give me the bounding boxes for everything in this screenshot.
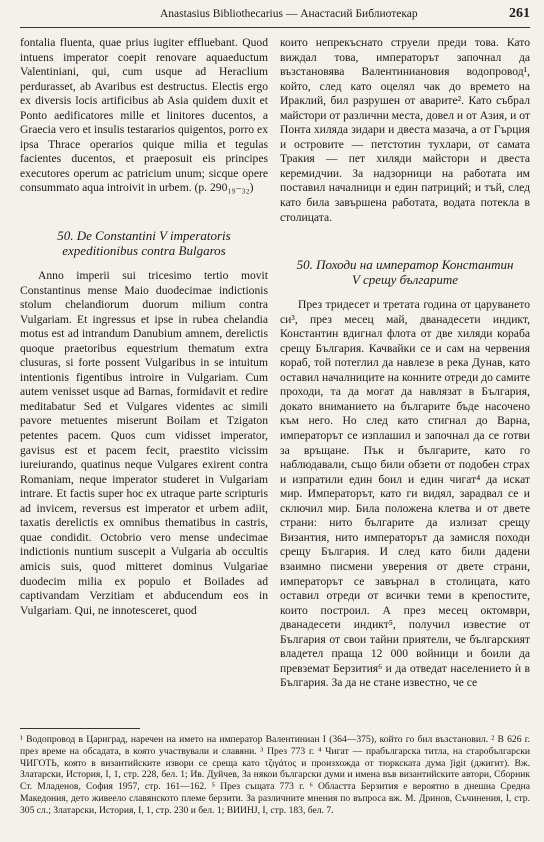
bulgarian-column xyxy=(280,36,530,691)
latin-section-heading-line1: 50. De Constantini V imperatoris xyxy=(57,228,231,244)
bulgarian-paragraph: които непрекъснато струели преди това. Като виждал това, императорът започнал да възстановява Валентиниановия водопровод¹, който, след като оцелял чак до времето на Ираклий, бил разрушен от аварите². Като събрал майстори от различни места, довел и от Азия, и от Понта хиляда зидари и двеста мазача, а от Гърция и островите — петстотин тухлари, от самата Тракия — пет хиляди майстори и двеста керемидчии. За надзорници на работата им поставил началници и един патриций; и тъй, след като била завършена работата, водата потекла в столицата. xyxy=(280,36,530,224)
latin-column xyxy=(20,36,268,618)
latin-section-heading-line2: expeditionibus contra Bulgaros xyxy=(62,243,226,259)
bulgarian-paragraph: През тридесет и третата година от царуването си³, през месец май, дванадесети индикт, Константин вдигнал флота от две хиляди кораба срещу България. Качвайки се и сам на червения кораб, той потеглил да навлезе в река Дунав, като оставил началниците на конните отреди до самите проходи, та да могат да навлязат в България, докато вниманието на българите бъде насочено към него. Но след като стигнал до Варна, императорът се изплашил и започнал да се готви за връщане. Пък и българите, като го наблюдавали, също били обзети от подобен страх и изпратили един боил и един чигат⁴ да искат мир. Императорът, като ги видял, зарадвал се и сключил мир. Била положена клетва и от двете страни: нито българите да излизат срещу Византия, нито императорът да замисля походи срещу България. И след като били дадени взаимно писмени уверения от двете страни, императорът се завърнал в столицата, като оставил отреди от всички теми в крепостите, които построил. А през месец октомври, дванадесети индикт⁵, получил известие от България от свои тайни приятели, че българският владетел праща 12 000 войници и боили да превземат Берзития⁶ и да отведат населението ѝ в България. За да не стане известно, че се xyxy=(280,298,530,690)
bulgarian-passage-50 xyxy=(280,298,530,691)
bulgarian-passage-49 xyxy=(280,36,530,225)
latin-passage-50 xyxy=(20,269,268,618)
running-title: Anastasius Bibliothecarius — Анастасий Библиотекар xyxy=(160,8,418,20)
latin-paragraph: Anno imperii sui tricesimo tertio movit Constantinus mense Maio duodecimae indictionis stolum chelandiorum duorum milium contra Vulgariam. Et ingressus et ipse in rubea chelandia motus est ad intrandum Danubium amnem, derelictis quoque praetoribus equestrium thematum extra clusuras, si forte possent Vulgaribus in se intuitum intentionis figentibus introire in Vulgariam. Cum autem venisset usque ad Barnas, formidavit et redire meditabatur Sed et Vulgares videntes ac simili pavore metuentes miserunt Boilam et Tzigaton petentes pacem. Quos cum vidisset imperator, gavisus est et pacem fecit, praestito vicissim iureiurando, quatinus neque Vulgares exirent contra Romaniam, neque imperator studeret in Vulgariam intrare. Et factis super hoc ex utraque parte scripturis ad invicem, reversus est imperator et urbem adiit, taxatis derelictis ex omnibus thematibus in castris, quae condidit. Octobrio vero mense undecimae indictionis nuntium suscepit a Vulgaria ab occultis amicis suis, quod mitteret dominus Vulgariae duodecim milia ex populo et Boilades ad captivandam Verzitiam et abducendum eos in Vulgariam. Qui, ne innotesceret, quod xyxy=(20,269,268,617)
bulgarian-section-heading-line2: V срещу българите xyxy=(351,272,459,288)
running-header xyxy=(20,6,530,24)
footnotes xyxy=(20,734,530,817)
header-rule xyxy=(20,27,530,28)
footnote-rule xyxy=(20,728,140,729)
bulgarian-section-heading-line1: 50. Походи на император Константин xyxy=(296,257,514,273)
latin-passage-49 xyxy=(20,36,268,196)
latin-paragraph: fontalia fluenta, quae prius iugiter effluebant. Quod intuens imperator coepit renovare aquaeductum Valentiniani, qui, cum usque ad Heraclium perdurasset, ab Avaribus est destructus. Electis ergo ex diversis locis artificibus ab Asia quidem duxit et Ponto aedificatores mille et linitores ducentos, a Graecia vero et insulis testararios quigentos, porro ex ipsa Thrace operarios quique milia et tegulas facientes ducentos, et praeposuit eis principes executores operum ac patricium unum; sicque opere consummato aqua introivit in urbem. (p. 290₁₉₋₃₂) xyxy=(20,36,268,195)
page-number: 261 xyxy=(509,6,530,21)
footnote-text: ¹ Водопровод в Цариград, наречен на името на император Валентиниан I (364—375), който го бил възстановил. ² В 626 г. през време на обсадата, в която участвували и славяни. ³ През 773 г. ⁴ Чигат — прабългарска титла, на старобългарски ЧИГОТЬ, която в византийските извори се среща като τζιγάτος и произхожда от тюркската дума ǰigit (джигит). Вж. Златарски, История, I, 1, стр. 228, бел. 1; Ив. Дуйчев, За някои български думи и имена във византийските автори, Сборник Ст. Младенов, София 1957, стр. 161—162. ⁵ През същата 773 г. ⁶ Областта Берзития е вероятно в днешна Средна Македония, дето живеело славянското племе берзити. За различните мнения по въпроса вж. М. Дринов, Съчинения, I, стр. 305 сл.; Златарски, История, I, 1, стр. 230 и бел. 1; ВИИНЈ, I, стр. 183, бел. 7. xyxy=(20,734,530,816)
